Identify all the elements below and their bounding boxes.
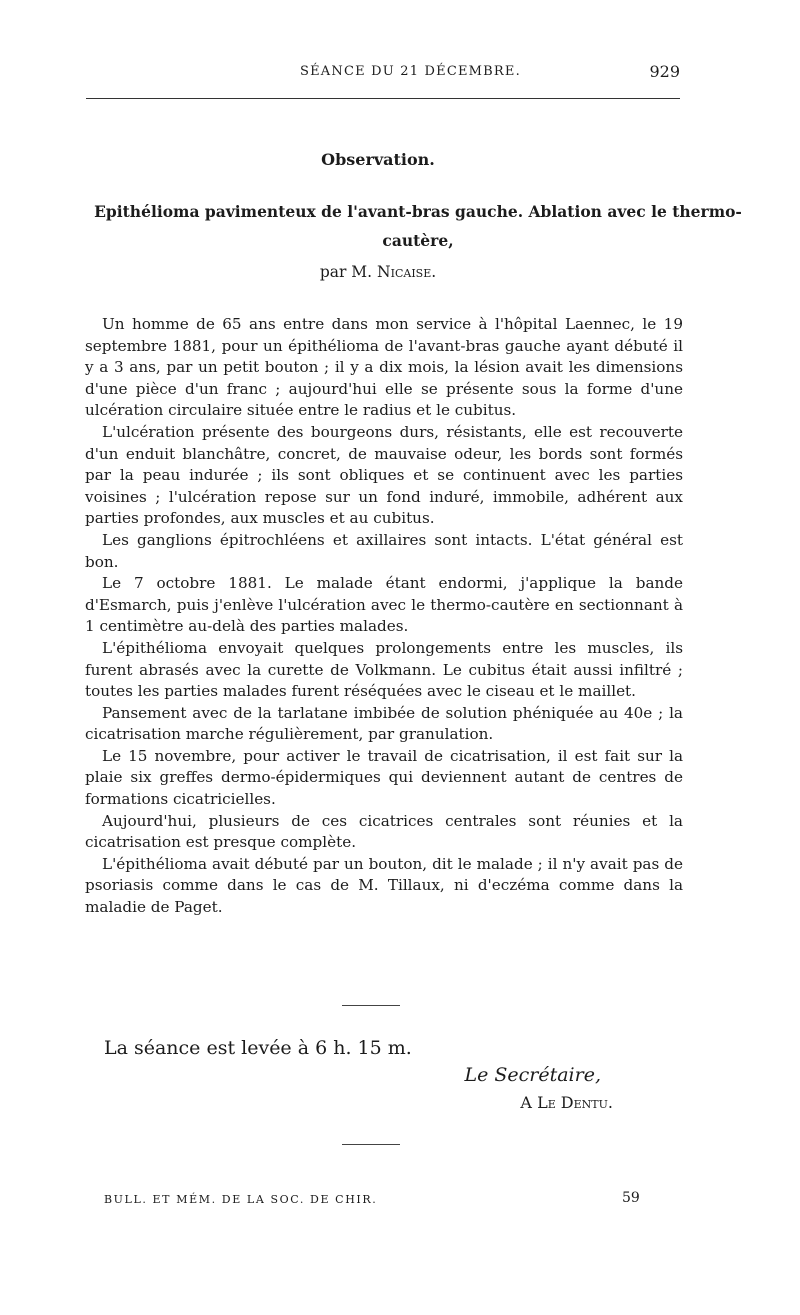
secretary-name: Le Dentu: [537, 1093, 608, 1112]
footer-journal: BULL. ET MÉM. DE LA SOC. DE CHIR.: [104, 1193, 378, 1206]
footer-signature: 59: [622, 1190, 640, 1206]
separator-rule: [342, 1005, 400, 1006]
paragraph: Les ganglions épitrochléens et axillaires sont intacts. L'état général est bon.: [85, 530, 683, 571]
section-title: Observation.: [321, 150, 435, 169]
observation-subtitle: Epithélioma pavimenteux de l'avant-bras gauche. Ablation avec le thermo-cautère,: [94, 202, 742, 250]
paragraph: L'épithélioma avait débuté par un bouton, dit le malade ; il n'y avait pas de psoriasis comme dans le cas de M. Tillaux, ni d'eczéma comme dans la maladie de Paget.: [85, 854, 683, 917]
secretary-signature: [520, 1093, 613, 1112]
observation-body: [85, 314, 683, 919]
author-name: Nicaise: [377, 263, 432, 281]
secretary-suffix: .: [607, 1093, 613, 1112]
running-head-title: SÉANCE DU 21 DÉCEMBRE.: [300, 64, 521, 79]
adjournment-line: La séance est levée à 6 h. 15 m.: [104, 1037, 412, 1059]
paragraph: Le 7 octobre 1881. Le malade étant endormi, j'applique la bande d'Esmarch, puis j'enlève l'ulcération avec le thermo-cautère en sectionnant à 1 centimètre au-delà des parties malades.: [85, 574, 683, 636]
running-head: [86, 64, 680, 88]
separator-rule: [342, 1144, 400, 1145]
paragraph: L'épithélioma envoyait quelques prolongements entre les muscles, ils furent abrasés avec la curette de Volkmann. Le cubitus était aussi infiltré ; toutes les parties malades furent réséquées avec le ciseau et le maillet.: [85, 638, 683, 701]
paragraph: Pansement avec de la tarlatane imbibée de solution phéniquée au 40e ; la cicatrisation marche régulièrement, par granulation.: [85, 703, 683, 744]
paragraph: Aujourd'hui, plusieurs de ces cicatrices centrales sont réunies et la cicatrisation est presque complète.: [85, 811, 683, 852]
author-line: [0, 263, 756, 281]
paragraph: Un homme de 65 ans entre dans mon service à l'hôpital Laennec, le 19 septembre 1881, pour un épithélioma de l'avant-bras gauche ayant débuté il y a 3 ans, par un petit bouton ; il y a dix mois, la lésion avait les dimensions d'une pièce d'un franc ; aujourd'hui elle se présente sous la forme d'une ulcération circulaire située entre le radius et le cubitus.: [85, 315, 683, 420]
header-rule: [86, 98, 680, 99]
secretary-title: Le Secrétaire,: [464, 1064, 601, 1086]
page-number: 929: [649, 62, 680, 81]
author-suffix: .: [431, 263, 437, 281]
secretary-initial: A: [520, 1093, 538, 1112]
paragraph: Le 15 novembre, pour activer le travail de cicatrisation, il est fait sur la plaie six greffes dermo-épidermiques qui deviennent autant de centres de formations cicatricielles.: [85, 746, 683, 809]
paragraph: L'ulcération présente des bourgeons durs, résistants, elle est recouverte d'un enduit blanchâtre, concret, de mauvaise odeur, les bords sont formés par la peau indurée ; ils sont obliques et se continuent avec les parties voisines ; l'ulcération repose sur un fond induré, immobile, adhérent aux parties profondes, aux muscles et au cubitus.: [85, 422, 683, 528]
author-prefix: par M.: [319, 263, 378, 281]
